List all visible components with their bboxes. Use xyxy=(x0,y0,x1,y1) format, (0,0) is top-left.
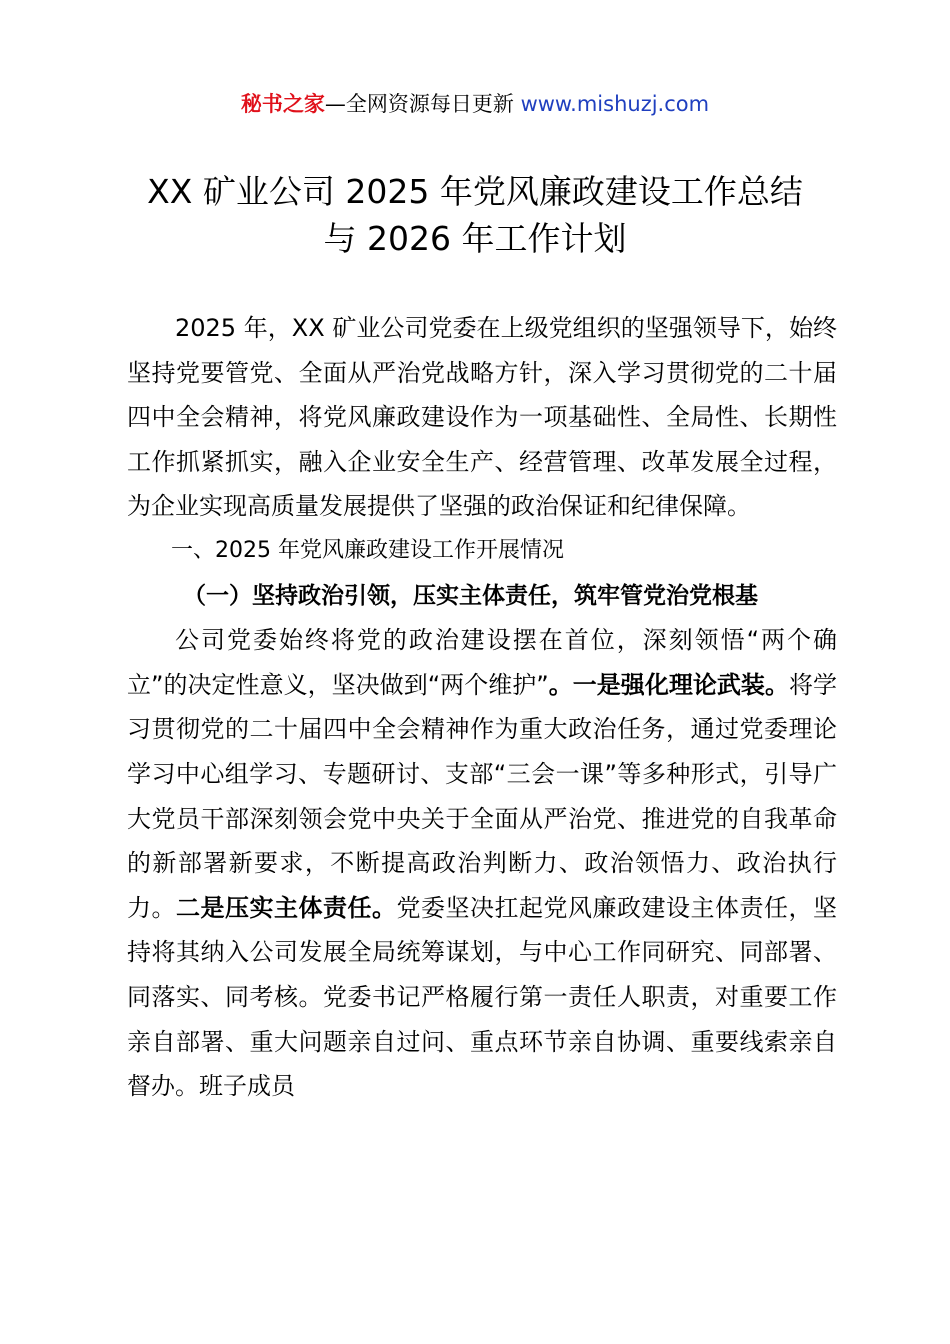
site-brand: 秘书之家 xyxy=(240,92,325,116)
site-tagline: —全网资源每日更新 xyxy=(324,92,521,116)
site-url-link[interactable]: www.mishuzj.com xyxy=(520,92,710,116)
key-point-1: 。一是强化理论武装。 xyxy=(548,670,789,699)
paragraph-text-1: 公司党委始终将党的政治建设摆在首位，深刻领悟“两个确立”的决定性意义，坚决做到“两个维护” xyxy=(127,626,837,699)
site-header xyxy=(0,88,950,120)
document-body xyxy=(127,306,837,1109)
document-title xyxy=(100,168,850,262)
paragraph-text-3: 党委坚决扛起党风廉政建设主体责任，坚持将其纳入公司发展全局统筹谋划，与中心工作同研究、同部署、同落实、同考核。党委书记严格履行第一责任人职责，对重要工作亲自部署、重大问题亲自过问、重点环节亲自协调、重要线索亲自督办。班子成员 xyxy=(127,893,837,1101)
body-paragraph xyxy=(127,618,837,1109)
intro-paragraph: 2025 年，XX 矿业公司党委在上级党组织的坚强领导下，始终坚持党要管党、全面从严治党战略方针，深入学习贯彻党的二十届四中全会精神，将党风廉政建设作为一项基础性、全局性、长期性工作抓紧抓实，融入企业安全生产、经营管理、改革发展全过程，为企业实现高质量发展提供了坚强的政治保证和纪律保障。 xyxy=(127,314,837,521)
key-point-2: 二是压实主体责任。 xyxy=(176,893,397,922)
paragraph-text-2: 将学习贯彻党的二十届四中全会精神作为重大政治任务，通过党委理论学习中心组学习、专题研讨、支部“三会一课”等多种形式，引导广大党员干部深刻领会党中央关于全面从严治党、推进党的自我革命的新部署新要求，不断提高政治判断力、政治领悟力、政治执行力。 xyxy=(127,670,838,922)
section-heading: 一、2025 年党风廉政建设工作开展情况 xyxy=(171,537,564,563)
subsection-heading: （一）坚持政治引领，压实主体责任，筑牢管党治党根基 xyxy=(183,582,758,609)
title-line-1: XX 矿业公司 2025 年党风廉政建设工作总结 xyxy=(147,172,803,211)
title-line-2: 与 2026 年工作计划 xyxy=(323,219,627,258)
